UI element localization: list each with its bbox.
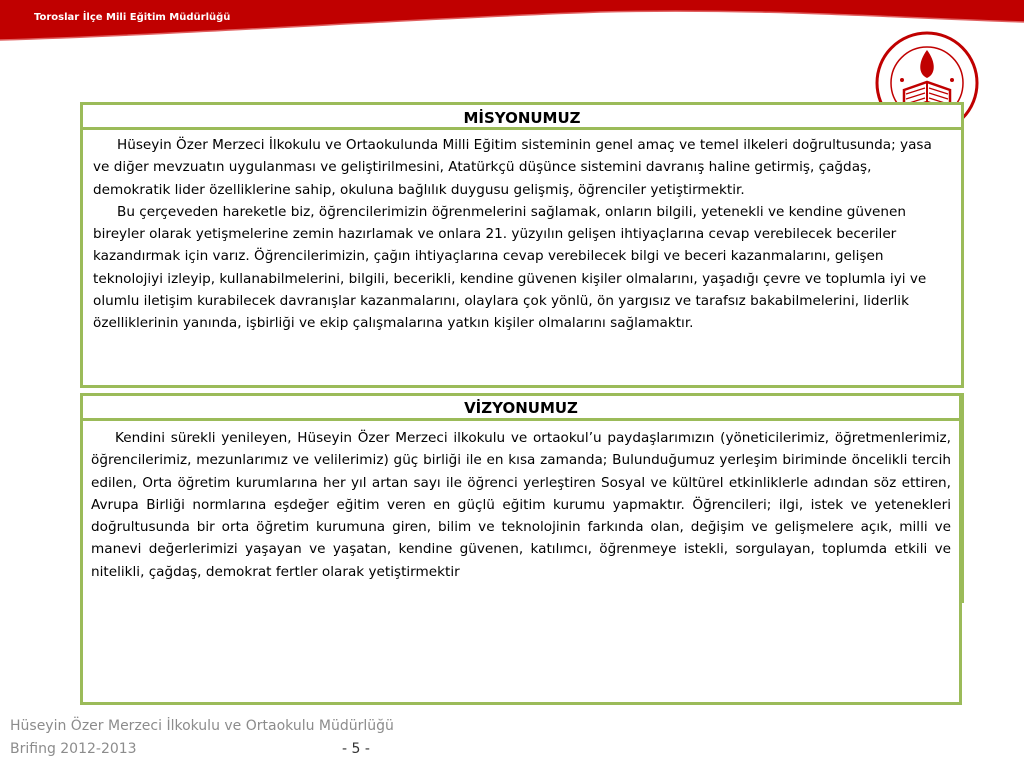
vision-body — [83, 421, 959, 701]
footer-school-name: Hüseyin Özer Merzeci İlkokulu ve Ortaokulu Müdürlüğü — [10, 718, 394, 734]
header-band — [0, 0, 1024, 60]
vision-heading: VİZYONUMUZ — [80, 393, 962, 421]
header-title: Toroslar İlçe Mili Eğitim Müdürlüğü — [34, 12, 231, 23]
mission-paragraph-2: Bu çerçeveden hareketle biz, öğrencilerimizin öğrenmelerini sağlamak, onların bilgili, yetenekli ve kendine güvenen bireyler olarak yetişmelerine zemin hazırlamak ve onlara 21. yüzyılın gelişen ihtiyaçlarına cevap verebilecek beceriler kazandırmak için varız. Öğrencilerimizin, çağın ihtiyaçlarına cevap verebilecek bilgi ve beceri kazanmalarını, gelişen teknolojiyi izleyip, kullanabilmelerini, bilgili, becerikli, kendine güvenen kişiler olmalarını, yaşadığı çevre ve toplumla iyi ve olumlu iletişim kurabilecek davranışlar kazanmalarını, olaylara çok yönlü, ön yargısız ve tarafsız bakabilmelerini, liderlik özelliklerinin yanında, işbirliği ve ekip çalışmalarına yatkın kişiler olmalarını sağlamaktır. — [93, 203, 927, 332]
mission-heading: MİSYONUMUZ — [80, 102, 964, 130]
vision-paragraph-1: Kendini sürekli yenileyen, Hüseyin Özer Merzeci ilkokulu ve ortaokul’u paydaşlarımızın (yöneticilerimiz, öğretmenlerimiz, öğrencilerimiz, mezunlarımız ve velilerimiz) güç birliği ile en kısa zamanda; Bulunduğumuz yerleşim biriminde öncelikli tercih edilen, Orta öğretim kurumlarına her yıl artan sayı ile öğrenci yerleştiren Sosyal ve kültürel etkinliklerle adından söz ettiren, Avrupa Birliği normlarına eşdeğer eğitim veren en güçlü eğitim kurumu yapmaktır. Öğrencileri; ilgi, istek ve yetenekleri doğrultusunda bir orta öğretim kurumuna giren, bilim ve teknolojinin farkında olan, değişim ve gelişmelere açık, milli ve manevi değerlerimizi yaşayan ve yaşatan, kendine güvenen, katılımcı, öğrenmeye istekli, sorgulayan, toplumda etkili ve nitelikli, çağdaş, demokrat fertler olarak yetiştirmektir — [91, 430, 951, 580]
mission-body — [80, 130, 964, 388]
footer-brief: Brifing 2012-2013 — [10, 741, 137, 757]
page-number: - 5 - — [342, 741, 370, 757]
mission-paragraph-1: Hüseyin Özer Merzeci İlkokulu ve Ortaokulunda Milli Eğitim sisteminin genel amaç ve temel ilkeleri doğrultusunda; yasa ve diğer mevzuatın uygulanması ve geliştirilmesini, Atatürkçü düşünce sistemini davranış haline getirmiş, çağdaş, demokratik lider özelliklerine sahip, okuluna bağlılık duygusu gelişmiş, öğrenciler yetiştirmektir. — [93, 137, 932, 198]
